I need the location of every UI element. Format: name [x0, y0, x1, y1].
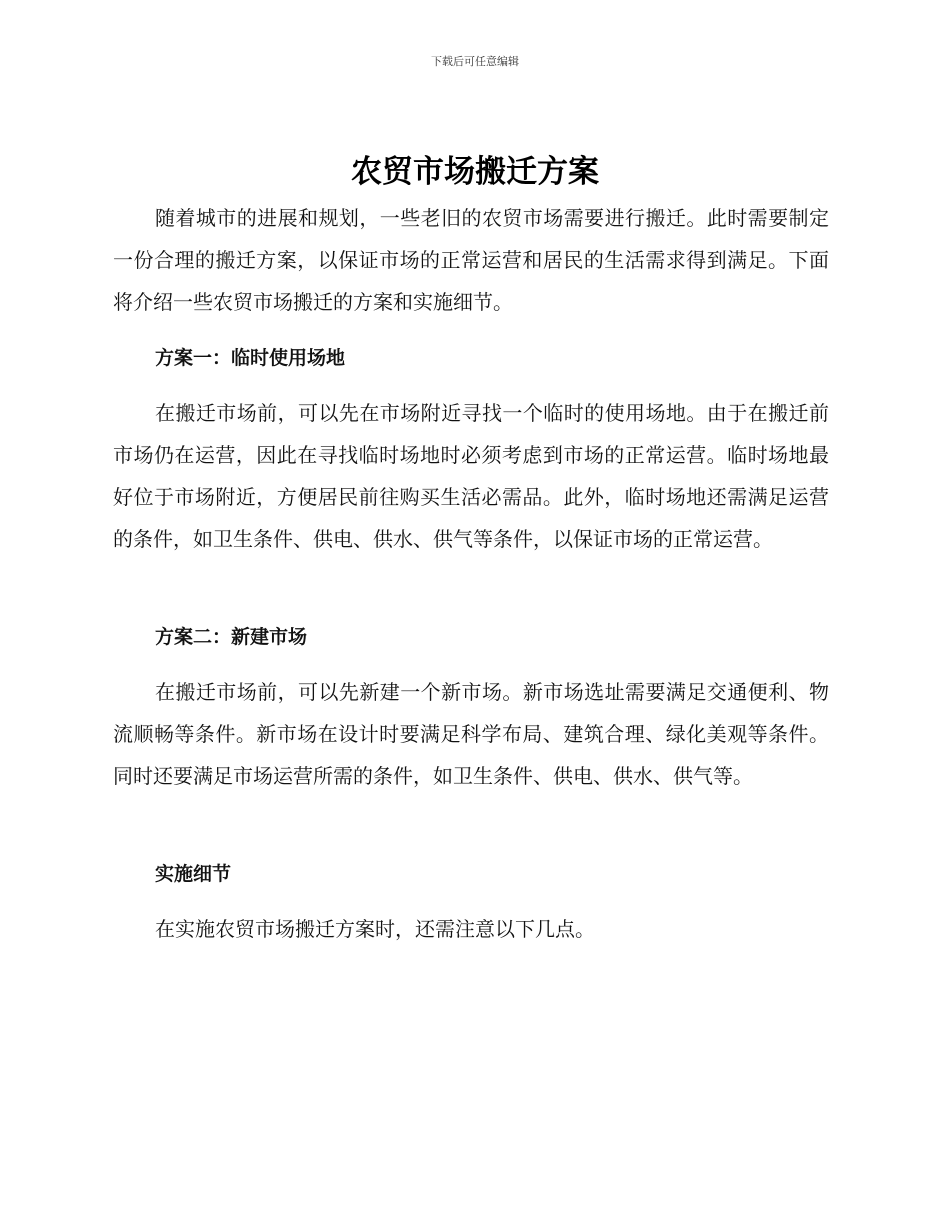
section-heading-details: 实施细节 [155, 863, 232, 885]
section-body-plan-one: 在搬迁市场前，可以先在市场附近寻找一个临时的使用场地。由于在搬迁前市场仍在运营，因此在寻找临时场地时必须考虑到市场的正常运营。临时场地最好位于市场附近，方便居民前往购买生活必需品。此外，临时场地还需满足运营的条件，如卫生条件、供电、供水、供气等条件，以保证市场的正常运营。 [113, 401, 829, 551]
section-heading-plan-one: 方案一：临时使用场地 [155, 347, 346, 369]
document-title: 农贸市场搬迁方案 [351, 154, 599, 190]
section-heading-plan-two: 方案二：新建市场 [155, 626, 308, 648]
intro-paragraph: 随着城市的进展和规划，一些老旧的农贸市场需要进行搬迁。此时需要制定一份合理的搬迁方案，以保证市场的正常运营和居民的生活需求得到满足。下面将介绍一些农贸市场搬迁的方案和实施细节。 [113, 206, 829, 314]
section-body-plan-two: 在搬迁市场前，可以先新建一个新市场。新市场选址需要满足交通便利、物流顺畅等条件。新市场在设计时要满足科学布局、建筑合理、绿化美观等条件。同时还要满足市场运营所需的条件，如卫生条件、供电、供水、供气等。 [113, 680, 829, 788]
section-body-details: 在实施农贸市场搬迁方案时，还需注意以下几点。 [155, 917, 595, 941]
header-note: 下载后可任意编辑 [431, 55, 519, 68]
